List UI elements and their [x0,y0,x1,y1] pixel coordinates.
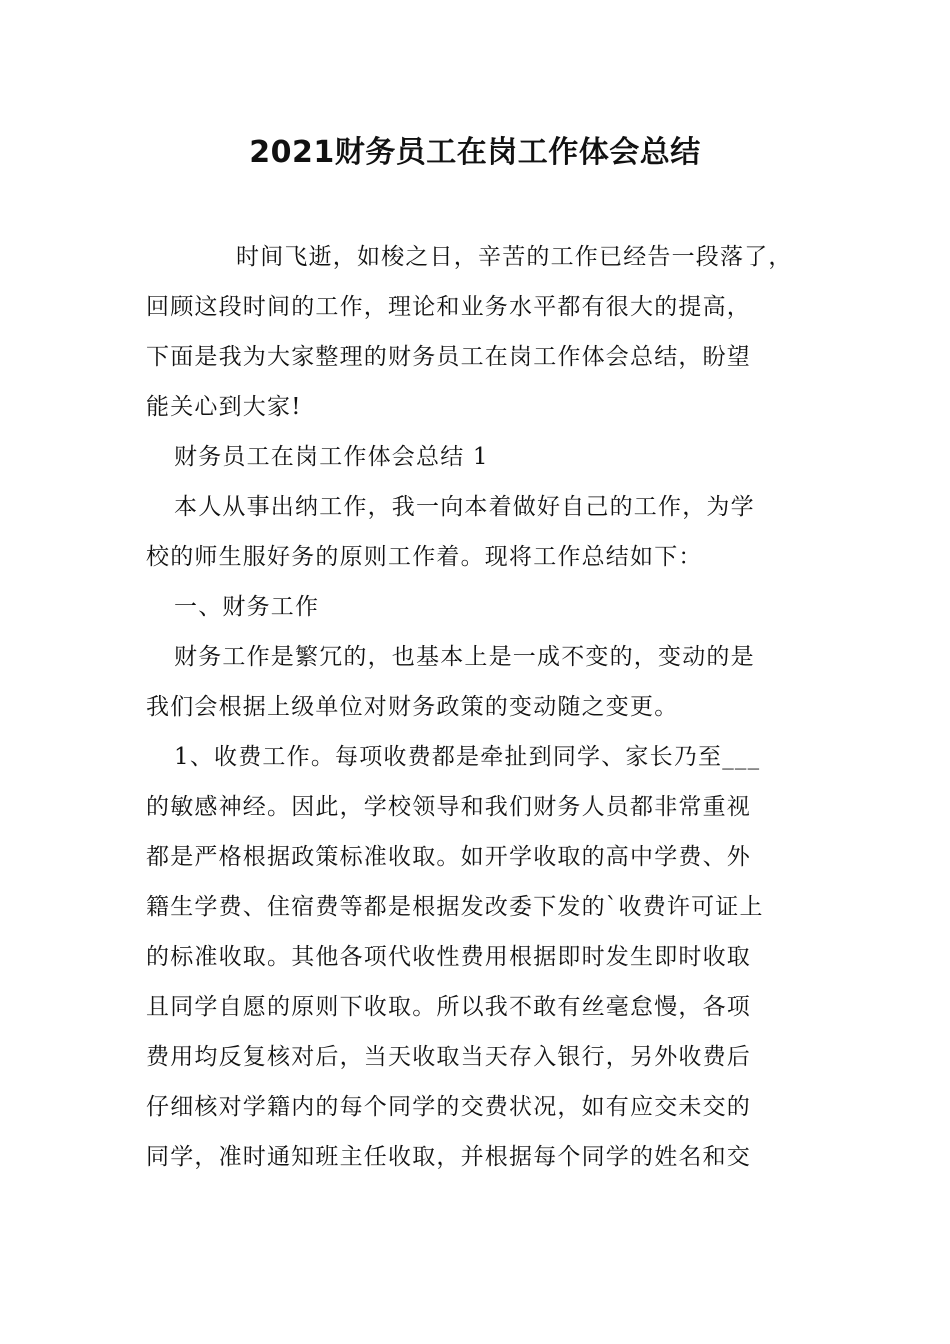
body-line: 本人从事出纳工作，我一向本着做好自己的工作，为学 [174,494,755,520]
body-line: 财务工作是繁冗的，也基本上是一成不变的，变动的是 [174,644,755,670]
body-line: 且同学自愿的原则下收取。所以我不敢有丝毫怠慢，各项 [146,994,751,1020]
body-line: 仔细核对学籍内的每个同学的交费状况，如有应交未交的 [146,1094,751,1120]
body-line: 时间飞逝，如梭之日，辛苦的工作已经告一段落了， [236,244,793,270]
body-line: 籍生学费、住宿费等都是根据发改委下发的`收费许可证上 [146,894,764,920]
section-heading: 财务员工在岗工作体会总结 1 [174,444,489,470]
body-line: 我们会根据上级单位对财务政策的变动随之变更。 [146,694,679,720]
body-line: 能关心到大家! [146,394,302,420]
body-line: 回顾这段时间的工作，理论和业务水平都有很大的提高， [146,294,751,320]
body-line: 校的师生服好务的原则工作着。现将工作总结如下： [146,544,703,570]
document-body [146,232,808,1182]
body-line: 下面是我为大家整理的财务员工在岗工作体会总结，盼望 [146,344,751,370]
body-line: 同学，准时通知班主任收取，并根据每个同学的姓名和交 [146,1144,751,1170]
body-line: 的标准收取。其他各项代收性费用根据即时发生即时收取 [146,944,751,970]
body-line: 费用均反复核对后，当天收取当天存入银行，另外收费后 [146,1044,751,1070]
subsection-heading: 一、财务工作 [174,594,320,620]
document-title: 2021财务员工在岗工作体会总结 [249,135,701,170]
body-line: 的敏感神经。因此，学校领导和我们财务人员都非常重视 [146,794,751,820]
body-line: 都是严格根据政策标准收取。如开学收取的高中学费、外 [146,844,751,870]
body-line: 1、收费工作。每项收费都是牵扯到同学、家长乃至___ [174,744,761,770]
